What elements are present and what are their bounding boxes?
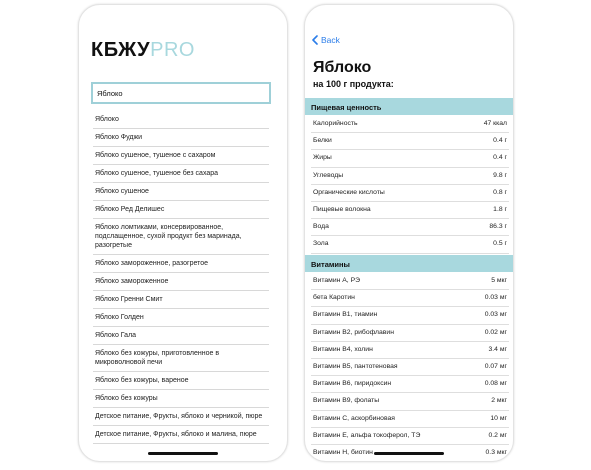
- nutrition-list: [311, 116, 509, 254]
- vitamins-row: [311, 273, 509, 290]
- nutrition-row: [311, 236, 509, 253]
- product-title: Яблоко: [313, 59, 372, 76]
- search-input[interactable]: [91, 82, 271, 104]
- search-result-item[interactable]: Яблоко сушеное, тушеное с сахаром: [93, 147, 269, 165]
- vitamins-list: [311, 273, 509, 462]
- nutrition-row-name: Калорийность: [313, 120, 358, 127]
- vitamins-row-name: Витамин Е, альфа токоферол, ТЭ: [313, 431, 421, 439]
- vitamins-row-name: Витамин C, аскорбиновая: [313, 414, 395, 422]
- nutrition-row-value: 47 ккал: [483, 120, 507, 127]
- search-result-item[interactable]: Яблоко Фуджи: [93, 129, 269, 147]
- search-result-item[interactable]: Яблоко Гала: [93, 327, 269, 345]
- nutrition-row-name: Пищевые волокна: [313, 205, 371, 213]
- vitamins-row: [311, 290, 509, 307]
- nutrition-row: [311, 202, 509, 219]
- search-result-item[interactable]: Яблоко сушеное, тушеное без сахара: [93, 165, 269, 183]
- nutrition-row-name: Углеводы: [313, 171, 344, 179]
- search-result-item[interactable]: Яблоко сушеное: [93, 183, 269, 201]
- logo-pro-text: PRO: [150, 39, 195, 61]
- vitamins-row-name: Витамин В6, пиридоксин: [313, 380, 392, 388]
- vitamins-row-value: 0.3 мкг: [485, 448, 507, 456]
- search-result-item[interactable]: Яблоко замороженное, разогретое: [93, 255, 269, 273]
- nutrition-row-value: 0.4 г: [493, 154, 507, 162]
- vitamins-row: [311, 342, 509, 359]
- nutrition-row: [311, 150, 509, 167]
- nutrition-row-name: Зола: [313, 240, 329, 248]
- vitamins-row-value: 2 мкг: [491, 397, 507, 405]
- nutrition-row-value: 86.3 г: [489, 223, 507, 231]
- vitamins-row-value: 0.03 мг: [484, 311, 507, 319]
- vitamins-row-name: бета Каротин: [313, 294, 355, 302]
- nutrition-row-value: 0.8 г: [493, 188, 507, 196]
- chevron-left-icon: [311, 35, 319, 45]
- search-result-item[interactable]: Яблоко без кожуры, приготовленное в микроволновой печи: [93, 345, 269, 372]
- home-indicator: [374, 452, 444, 455]
- search-result-item[interactable]: Яблоко: [93, 111, 269, 129]
- search-result-item[interactable]: Яблоко ломтиками, консервированное, подслащенное, сухой продукт без маринада, разогретые: [93, 219, 269, 255]
- vitamins-row-name: Витамин В4, холин: [313, 345, 373, 353]
- search-screen: [78, 4, 288, 462]
- vitamins-row: [311, 376, 509, 393]
- search-result-item[interactable]: Яблоко Гренни Смит: [93, 291, 269, 309]
- nutrition-row: [311, 168, 509, 185]
- vitamins-row: [311, 325, 509, 342]
- nutrition-row-value: 0.5 г: [493, 240, 507, 248]
- vitamins-row: [311, 411, 509, 428]
- nutrition-row: [311, 185, 509, 202]
- nutrition-row-value: 9.8 г: [493, 171, 507, 179]
- vitamins-row: [311, 428, 509, 445]
- vitamins-row-name: Витамин В9, фолаты: [313, 397, 380, 405]
- vitamins-section-header: Витамины: [305, 255, 514, 272]
- nutrition-row-value: 0.4 г: [493, 137, 507, 145]
- vitamins-row-value: 5 мкг: [491, 277, 507, 284]
- search-results-list: [93, 111, 269, 444]
- nutrition-row: [311, 133, 509, 150]
- vitamins-row: [311, 359, 509, 376]
- search-result-item[interactable]: Яблоко замороженное: [93, 273, 269, 291]
- product-subtitle: на 100 г продукта:: [313, 79, 394, 89]
- search-result-item[interactable]: Яблоко без кожуры: [93, 390, 269, 408]
- vitamins-row: [311, 393, 509, 410]
- nutrition-row-name: Жиры: [313, 154, 332, 162]
- vitamins-row: [311, 307, 509, 324]
- product-detail-screen: [304, 4, 514, 462]
- vitamins-row-name: Витамин Н, биотин: [313, 448, 373, 456]
- vitamins-row-value: 0.08 мг: [484, 380, 507, 388]
- nutrition-row-name: Вода: [313, 223, 329, 231]
- vitamins-row-name: Витамин В5, пантотеновая: [313, 362, 398, 370]
- vitamins-row-value: 0.03 мг: [484, 294, 507, 302]
- search-result-item[interactable]: Детское питание, Фрукты, яблоко и черникой, пюре: [93, 408, 269, 426]
- app-logo: [91, 39, 195, 62]
- vitamins-row-value: 10 мг: [490, 414, 507, 422]
- back-button[interactable]: [311, 35, 340, 45]
- nutrition-row-name: Белки: [313, 137, 332, 145]
- nutrition-row-value: 1.8 г: [493, 205, 507, 213]
- nutrition-row-name: Органические кислоты: [313, 188, 385, 196]
- vitamins-row-value: 0.02 мг: [484, 328, 507, 336]
- search-result-item[interactable]: Яблоко без кожуры, вареное: [93, 372, 269, 390]
- vitamins-row-value: 0.2 мг: [488, 431, 507, 439]
- vitamins-row-name: Витамин В1, тиамин: [313, 311, 378, 319]
- home-indicator: [148, 452, 218, 455]
- vitamins-row-value: 3.4 мг: [488, 345, 507, 353]
- search-result-item[interactable]: Яблоко Голден: [93, 309, 269, 327]
- nutrition-row: [311, 116, 509, 133]
- nutrition-section-header: Пищевая ценность: [305, 98, 514, 115]
- nutrition-row: [311, 219, 509, 236]
- vitamins-row-name: Витамин В2, рибофлавин: [313, 328, 394, 336]
- vitamins-row-name: Витамин А, РЭ: [313, 277, 360, 284]
- search-result-item[interactable]: Детское питание, Фрукты, яблоко и малина, пюре: [93, 426, 269, 444]
- back-label: Back: [321, 35, 340, 45]
- logo-main-text: КБЖУ: [91, 39, 151, 61]
- vitamins-row-value: 0.07 мг: [484, 362, 507, 370]
- search-result-item[interactable]: Яблоко Ред Делишес: [93, 201, 269, 219]
